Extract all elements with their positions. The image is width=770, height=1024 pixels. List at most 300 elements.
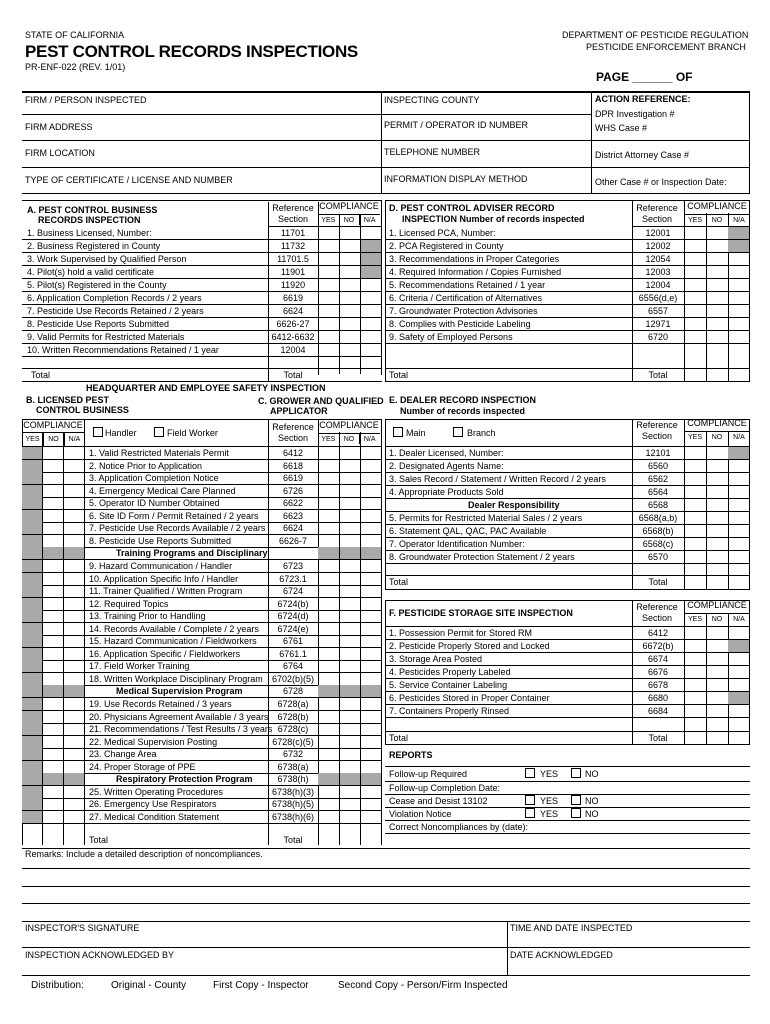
section-f-compliance-header: COMPLIANCE: [687, 600, 747, 610]
section-b-ref-value: 6728(a): [277, 699, 309, 709]
section-e-ref-value: 6568(c): [642, 539, 674, 549]
section-a-item-label: 9. Valid Permits for Restricted Materials: [27, 332, 185, 342]
section-a-ref-value: 11901: [280, 267, 306, 277]
followup-no-checkbox[interactable]: [571, 768, 581, 778]
violation-notice-label: Violation Notice: [389, 809, 452, 819]
section-b-ref-value: 6738(a): [277, 761, 309, 772]
section-b-ref-value: 6724(e): [277, 623, 309, 634]
firm-location-field[interactable]: FIRM LOCATION: [25, 148, 95, 158]
shaded-cell: [360, 253, 381, 265]
state-label: STATE OF CALIFORNIA: [25, 30, 125, 40]
section-e-item-label: 2. Designated Agents Name:: [389, 461, 504, 471]
permit-operator-field[interactable]: PERMIT / OPERATOR ID NUMBER: [384, 120, 529, 130]
section-b-ref-value: 6761.1: [279, 648, 307, 659]
section-d-ref-value: 6557: [647, 306, 669, 316]
section-e-item-label: 6. Statement QAL, QAC, PAC Available: [389, 526, 547, 536]
shaded-cell: [22, 685, 84, 697]
section-d-ref-value: 6556(d,e): [638, 293, 678, 303]
divider: [42, 432, 43, 845]
section-d-subtitle: INSPECTION Number of records inspected: [402, 214, 585, 224]
section-d-ref-value: 12971: [645, 319, 671, 329]
section-a-ref-value: 11920: [280, 280, 306, 290]
section-e-ref-value: 6562: [647, 474, 669, 484]
section-b-title: B. LICENSED PEST: [26, 395, 110, 405]
rule: [385, 381, 750, 382]
section-b-item-label: 26. Emergency Use Respirators: [89, 799, 217, 810]
section-b-item-label: 13. Training Prior to Handling: [89, 611, 206, 622]
rule: [385, 717, 750, 718]
remarks-label: Remarks: Include a detailed description of noncompliances.: [25, 849, 263, 859]
section-b-ref-value: 6723: [282, 560, 304, 571]
divider: [84, 419, 85, 845]
rule: [385, 524, 750, 525]
section-a-na-header: N/A: [363, 217, 376, 224]
section-d-title: D. PEST CONTROL ADVISER RECORD: [389, 203, 555, 213]
rule: [385, 794, 750, 795]
info-rule: [22, 167, 750, 168]
section-a-ref-value: 12004: [280, 345, 306, 355]
shaded-cell: [22, 547, 84, 559]
telephone-field[interactable]: TELEPHONE NUMBER: [384, 147, 481, 157]
divider: [64, 432, 65, 446]
shaded-cell: [22, 635, 42, 647]
section-b-item-label: Training Programs and Disciplinary: [116, 548, 268, 559]
followup-yes-checkbox[interactable]: [525, 768, 535, 778]
district-attorney-field[interactable]: District Attorney Case #: [595, 150, 690, 160]
section-b-ref-value: 6764: [282, 661, 304, 672]
section-a-subtitle: RECORDS INSPECTION: [38, 215, 141, 225]
violation-yes-label: YES: [540, 809, 559, 819]
section-d-item-label: 7. Groundwater Protection Advisories: [389, 306, 538, 316]
section-e-yes-header: YES: [687, 434, 702, 441]
main-checkbox[interactable]: [393, 427, 403, 437]
dpr-investigation-field[interactable]: DPR Investigation #: [595, 109, 675, 119]
shaded-cell: [22, 798, 42, 810]
acknowledged-by-field[interactable]: INSPECTION ACKNOWLEDGED BY: [25, 950, 175, 960]
firm-person-field[interactable]: FIRM / PERSON INSPECTED: [25, 95, 147, 105]
rule: [385, 472, 750, 473]
section-a-ref-value: 6619: [282, 293, 304, 303]
rule: [22, 660, 382, 661]
inspecting-county-field[interactable]: INSPECTING COUNTY: [384, 95, 480, 105]
rule: [318, 214, 380, 215]
divider: [381, 419, 382, 845]
date-acknowledged-field[interactable]: DATE ACKNOWLEDGED: [510, 950, 613, 960]
section-b-ref-value: 6724: [282, 586, 304, 597]
inspector-signature-field[interactable]: INSPECTOR'S SIGNATURE: [25, 923, 140, 933]
rule: [385, 691, 750, 692]
section-c-compliance-header: COMPLIANCE: [319, 420, 379, 430]
info-display-field[interactable]: INFORMATION DISPLAY METHOD: [384, 174, 528, 184]
section-b-ref-value: 6724(d): [277, 611, 309, 622]
section-d-ref-value: 12004: [645, 280, 671, 290]
rule: [385, 278, 750, 279]
section-c-section-header: Section: [277, 433, 309, 443]
divider: [749, 600, 750, 745]
section-b-item-label: 6. Site ID Form / Permit Retained / 2 years: [89, 510, 259, 521]
section-b-ref-value: 6738(h)(5): [271, 799, 315, 810]
section-b-subtitle: CONTROL BUSINESS: [36, 405, 129, 415]
section-f-ref-value: 6672(b): [642, 641, 674, 651]
rule: [385, 317, 750, 318]
section-b-item-label: 24. Proper Storage of PPE: [89, 761, 196, 772]
section-b-item-label: 4. Emergency Medical Care Planned: [89, 485, 236, 496]
info-divider: [381, 91, 382, 193]
section-e-ref-value: 6570: [647, 552, 669, 562]
section-b-item-label: 17. Field Worker Training: [89, 661, 190, 672]
action-reference-label: ACTION REFERENCE:: [595, 94, 691, 104]
section-b-item-label: Respiratory Protection Program: [116, 774, 253, 785]
section-d-total-ref: Total: [648, 370, 668, 380]
shaded-cell: [22, 610, 42, 622]
rule: [22, 381, 382, 382]
section-c-title: C. GROWER AND QUALIFIED: [258, 396, 384, 406]
section-e-ref-value: 6560: [647, 461, 669, 471]
rule: [22, 823, 382, 824]
page-number-field[interactable]: PAGE ______ OF: [596, 70, 693, 84]
field-worker-checkbox[interactable]: [154, 427, 164, 437]
rule: [385, 744, 750, 745]
shaded-cell: [22, 761, 42, 773]
section-b-ref-value: 6728(c)(5): [272, 736, 314, 747]
info-top-rule: [22, 91, 750, 93]
rule: [268, 226, 382, 227]
rule: [385, 485, 750, 486]
section-e-item-label: 1. Dealer Licensed, Number:: [389, 448, 504, 458]
section-f-total-label: Total: [389, 733, 409, 743]
section-d-total-label: Total: [389, 370, 409, 380]
shaded-cell: [22, 811, 42, 823]
shaded-cell: [22, 535, 42, 547]
section-a-section-header: Section: [277, 214, 309, 224]
section-d-item-label: 1. Licensed PCA, Number:: [389, 228, 496, 238]
info-rule: [22, 140, 750, 141]
rule: [22, 278, 382, 279]
section-e-compliance-header: COMPLIANCE: [687, 418, 747, 428]
section-a-total-ref: Total: [283, 370, 303, 380]
shaded-cell: [22, 673, 42, 685]
section-a-ref-value: 11701: [280, 228, 306, 238]
whs-case-field[interactable]: WHS Case #: [595, 123, 648, 133]
section-d-na-header: N/A: [733, 217, 745, 224]
divider: [360, 214, 361, 374]
section-b-item-label: 7. Pesticide Use Records Available / 2 years: [89, 523, 266, 534]
rule: [385, 446, 750, 447]
distribution-second: Second Copy - Person/Firm Inspected: [338, 980, 508, 991]
section-e-item-label: 5. Permits for Restricted Material Sales / 2 years: [389, 513, 583, 523]
section-e-ref-value: 12101: [645, 448, 671, 458]
rule: [318, 433, 380, 434]
shaded-cell: [22, 560, 42, 572]
section-f-na-header: N/A: [733, 616, 745, 623]
violation-no-label: NO: [585, 809, 599, 819]
form-number: PR-ENF-022 (REV. 1/01): [25, 62, 126, 72]
section-a-total-label: Total: [31, 370, 51, 380]
section-a-ref-value: 11701.5: [277, 254, 309, 264]
rule: [385, 563, 750, 564]
section-f-ref-value: 6412: [647, 628, 669, 638]
rule: [22, 252, 382, 253]
cease-no-label: NO: [585, 796, 599, 806]
rule: [385, 252, 750, 253]
section-b-item-label: 27. Medical Condition Statement: [89, 811, 220, 822]
section-e-reference-header: Reference: [636, 420, 678, 430]
cease-no-checkbox[interactable]: [571, 795, 581, 805]
rule: [385, 820, 750, 821]
rule: [385, 807, 750, 808]
section-d-item-label: 2. PCA Registered in County: [389, 241, 504, 251]
section-d-ref-value: 6720: [647, 332, 669, 342]
shaded-cell: [360, 240, 381, 252]
section-b-ref-value: 6761: [282, 636, 304, 647]
rule: [22, 343, 382, 344]
section-a-item-label: 6. Application Completion Records / 2 years: [27, 293, 202, 303]
section-e-item-label: 7. Operator Identification Number:: [389, 539, 525, 549]
info-rule: [22, 193, 750, 194]
violation-no-checkbox[interactable]: [571, 808, 581, 818]
shaded-cell: [22, 736, 42, 748]
info-divider: [749, 91, 750, 193]
section-d-item-label: 9. Safety of Employed Persons: [389, 332, 513, 342]
section-b-item-label: 20. Physicians Agreement Available / 3 years: [89, 711, 269, 722]
info-rule: [22, 114, 591, 115]
shaded-cell: [22, 698, 42, 710]
shaded-cell: [318, 547, 381, 559]
rule: [385, 575, 750, 576]
section-a-item-label: 10. Written Recommendations Retained / 1 year: [27, 345, 219, 355]
section-a-ref-value: 6412-6632: [271, 332, 315, 342]
handler-label: Handler: [105, 428, 137, 438]
section-e-item-label: 4. Appropriate Products Sold: [389, 487, 504, 497]
shaded-cell: [22, 648, 42, 660]
section-d-section-header: Section: [641, 214, 673, 224]
section-f-item-label: 6. Pesticides Stored in Proper Container: [389, 693, 550, 703]
section-b-item-label: 14. Records Available / Complete / 2 years: [89, 623, 259, 634]
shaded-cell: [22, 585, 42, 597]
section-a-item-label: 4. Pilot(s) hold a valid certificate: [27, 267, 155, 277]
section-f-section-header: Section: [641, 613, 673, 623]
section-f-item-label: 1. Possession Permit for Stored RM: [389, 628, 533, 638]
section-f-ref-value: 6674: [647, 654, 669, 664]
shaded-cell: [728, 692, 749, 704]
section-f-ref-value: 6684: [647, 706, 669, 716]
section-b-ref-value: 6724(b): [277, 598, 309, 609]
cease-yes-label: YES: [540, 796, 559, 806]
rule: [22, 735, 382, 736]
section-b-ref-value: 6626-7: [278, 535, 308, 546]
branch-label: PESTICIDE ENFORCEMENT BRANCH: [586, 42, 746, 52]
rule: [22, 356, 382, 357]
section-b-item-label: 25. Written Operating Procedures: [89, 786, 223, 797]
rule: [385, 537, 750, 538]
rule: [22, 368, 382, 369]
remarks-line[interactable]: [22, 886, 750, 887]
shaded-cell: [728, 240, 749, 252]
section-b-item-label: Medical Supervision Program: [116, 686, 243, 697]
section-a-item-label: 7. Pesticide Use Records Retained / 2 years: [27, 306, 204, 316]
section-b-ref-value: 6732: [282, 749, 304, 760]
section-e-ref-value: 6568: [647, 500, 669, 510]
section-f-ref-value: 6676: [647, 667, 669, 677]
section-b-item-label: 12. Required Topics: [89, 598, 169, 609]
violation-yes-checkbox[interactable]: [525, 808, 535, 818]
shaded-cell: [22, 723, 42, 735]
rule: [22, 459, 382, 460]
section-b-item-label: 8. Pesticide Use Reports Submitted: [89, 535, 232, 546]
section-d-reference-header: Reference: [636, 203, 678, 213]
divider: [318, 202, 319, 375]
shaded-cell: [22, 573, 42, 585]
rule: [385, 265, 750, 266]
branch-checkbox[interactable]: [453, 427, 463, 437]
certificate-field[interactable]: TYPE OF CERTIFICATE / LICENSE AND NUMBER: [25, 175, 233, 185]
rule: [684, 613, 750, 614]
section-b-item-label: 16. Application Specific / Fieldworkers: [89, 648, 241, 659]
cease-desist-label: Cease and Desist 13102: [389, 796, 488, 806]
section-b-item-label: 15. Hazard Communication / Fieldworkers: [89, 636, 257, 647]
rule: [22, 265, 382, 266]
shaded-cell: [22, 447, 42, 459]
section-b-item-label: 10. Application Specific Info / Handler: [89, 573, 239, 584]
section-f-item-label: 4. Pesticides Properly Labeled: [389, 667, 511, 677]
section-d-item-label: 5. Recommendations Retained / 1 year: [389, 280, 546, 290]
cease-yes-checkbox[interactable]: [525, 795, 535, 805]
shaded-cell: [22, 773, 84, 785]
rule: [385, 459, 750, 460]
section-d-ref-value: 12001: [645, 228, 671, 238]
rule: [684, 214, 750, 215]
followup-yes-label: YES: [540, 769, 559, 779]
section-e-item-label: Dealer Responsibility: [468, 500, 560, 510]
rule: [385, 368, 750, 369]
section-c-reference-header: Reference: [272, 422, 314, 432]
correct-noncompliance-field[interactable]: Correct Noncompliances by (date):: [389, 822, 529, 832]
section-e-total-ref: Total: [648, 577, 668, 587]
section-b-ref-value: 6619: [282, 473, 304, 484]
section-e-total-label: Total: [389, 577, 409, 587]
section-a-compliance-header: COMPLIANCE: [319, 201, 379, 211]
section-bc-total-ref: Total: [283, 835, 303, 845]
section-a-reference-header: Reference: [272, 203, 314, 213]
section-e-item-label: 8. Groundwater Protection Statement / 2 years: [389, 552, 575, 562]
section-b-ref-value: 6723.1: [279, 573, 307, 584]
divider: [268, 202, 269, 382]
section-e-no-header: NO: [711, 434, 723, 441]
shaded-cell: [360, 266, 381, 278]
distribution-original: Original - County: [111, 980, 187, 991]
signature-rule: [22, 921, 750, 922]
divider: [43, 432, 44, 446]
rule: [385, 781, 750, 782]
rule: [22, 597, 382, 598]
shaded-cell: [728, 640, 749, 652]
rule: [22, 748, 382, 749]
divider: [728, 613, 729, 745]
followup-date-field[interactable]: Follow-up Completion Date:: [389, 783, 501, 793]
section-f-item-label: 3. Storage Area Posted: [389, 654, 483, 664]
time-date-field[interactable]: TIME AND DATE INSPECTED: [510, 923, 633, 933]
rule: [385, 704, 750, 705]
divider: [360, 432, 361, 845]
rule: [385, 678, 750, 679]
rule: [385, 239, 750, 240]
divider: [339, 214, 340, 374]
section-f-item-label: 7. Containers Properly Rinsed: [389, 706, 510, 716]
rule: [22, 330, 382, 331]
section-a-ref-value: 11732: [280, 241, 306, 251]
rule: [22, 432, 84, 433]
section-f-item-label: 2. Pesticide Properly Stored and Locked: [389, 641, 550, 651]
rule: [22, 484, 382, 485]
section-b-ref-value: 6728(b): [277, 711, 309, 722]
section-f-ref-value: 6680: [647, 693, 669, 703]
section-e-item-label: 3. Sales Record / Statement / Written Record / 2 years: [389, 474, 606, 484]
section-c-na-header: N/A: [363, 436, 376, 443]
shaded-cell: [22, 522, 42, 534]
remarks-line[interactable]: [22, 903, 750, 904]
section-a-item-label: 3. Work Supervised by Qualified Person: [27, 254, 187, 264]
section-b-na-header: N/A: [68, 436, 81, 443]
section-e-subtitle: Number of records inspected: [400, 406, 526, 416]
section-e-ref-value: 6564: [647, 487, 669, 497]
divider: [63, 432, 64, 845]
section-b-item-label: 2. Notice Prior to Application: [89, 460, 203, 471]
section-c-subtitle: APPLICATOR: [270, 406, 328, 416]
shaded-cell: [22, 711, 42, 723]
section-b-item-label: 18. Written Workplace Disciplinary Program: [89, 673, 263, 684]
shaded-cell: [22, 510, 42, 522]
section-b-ref-value: 6726: [282, 485, 304, 496]
shaded-cell: [22, 598, 42, 610]
section-f-ref-value: 6678: [647, 680, 669, 690]
rule: [385, 652, 750, 653]
rule: [385, 833, 750, 834]
section-d-yes-header: YES: [687, 217, 702, 224]
divider: [385, 600, 386, 745]
section-d-compliance-header: COMPLIANCE: [687, 201, 747, 211]
shaded-cell: [318, 685, 381, 697]
section-a-ref-value: 6624: [282, 306, 304, 316]
handler-checkbox[interactable]: [93, 427, 103, 437]
other-case-field[interactable]: Other Case # or Inspection Date:: [595, 177, 727, 187]
rule: [385, 639, 750, 640]
rule: [385, 511, 750, 512]
section-b-item-label: 23. Change Area: [89, 749, 157, 760]
rule: [22, 446, 382, 447]
rule: [22, 304, 382, 305]
section-b-ref-value: 6738(h): [277, 774, 309, 785]
section-e-na-header: N/A: [733, 434, 745, 441]
reports-title: REPORTS: [389, 750, 433, 760]
section-a-ref-value: 6626-27: [276, 319, 310, 329]
divider: [385, 200, 386, 382]
rule: [684, 431, 750, 432]
section-b-item-label: 5. Operator ID Number Obtained: [89, 498, 220, 509]
section-b-ref-value: 6738(h)(6): [271, 811, 315, 822]
shaded-cell: [318, 773, 381, 785]
section-f-no-header: NO: [711, 616, 723, 623]
firm-address-field[interactable]: FIRM ADDRESS: [25, 122, 93, 132]
section-b-item-label: 9. Hazard Communication / Handler: [89, 560, 233, 571]
section-b-item-label: 21. Recommendations / Test Results / 3 years: [89, 724, 273, 735]
remarks-line[interactable]: [22, 868, 750, 869]
shaded-cell: [22, 472, 42, 484]
rule: [22, 572, 382, 573]
shaded-cell: [22, 748, 42, 760]
rule: [385, 766, 750, 767]
section-b-ref-value: 6624: [282, 523, 304, 534]
distribution-first: First Copy - Inspector: [213, 980, 309, 991]
